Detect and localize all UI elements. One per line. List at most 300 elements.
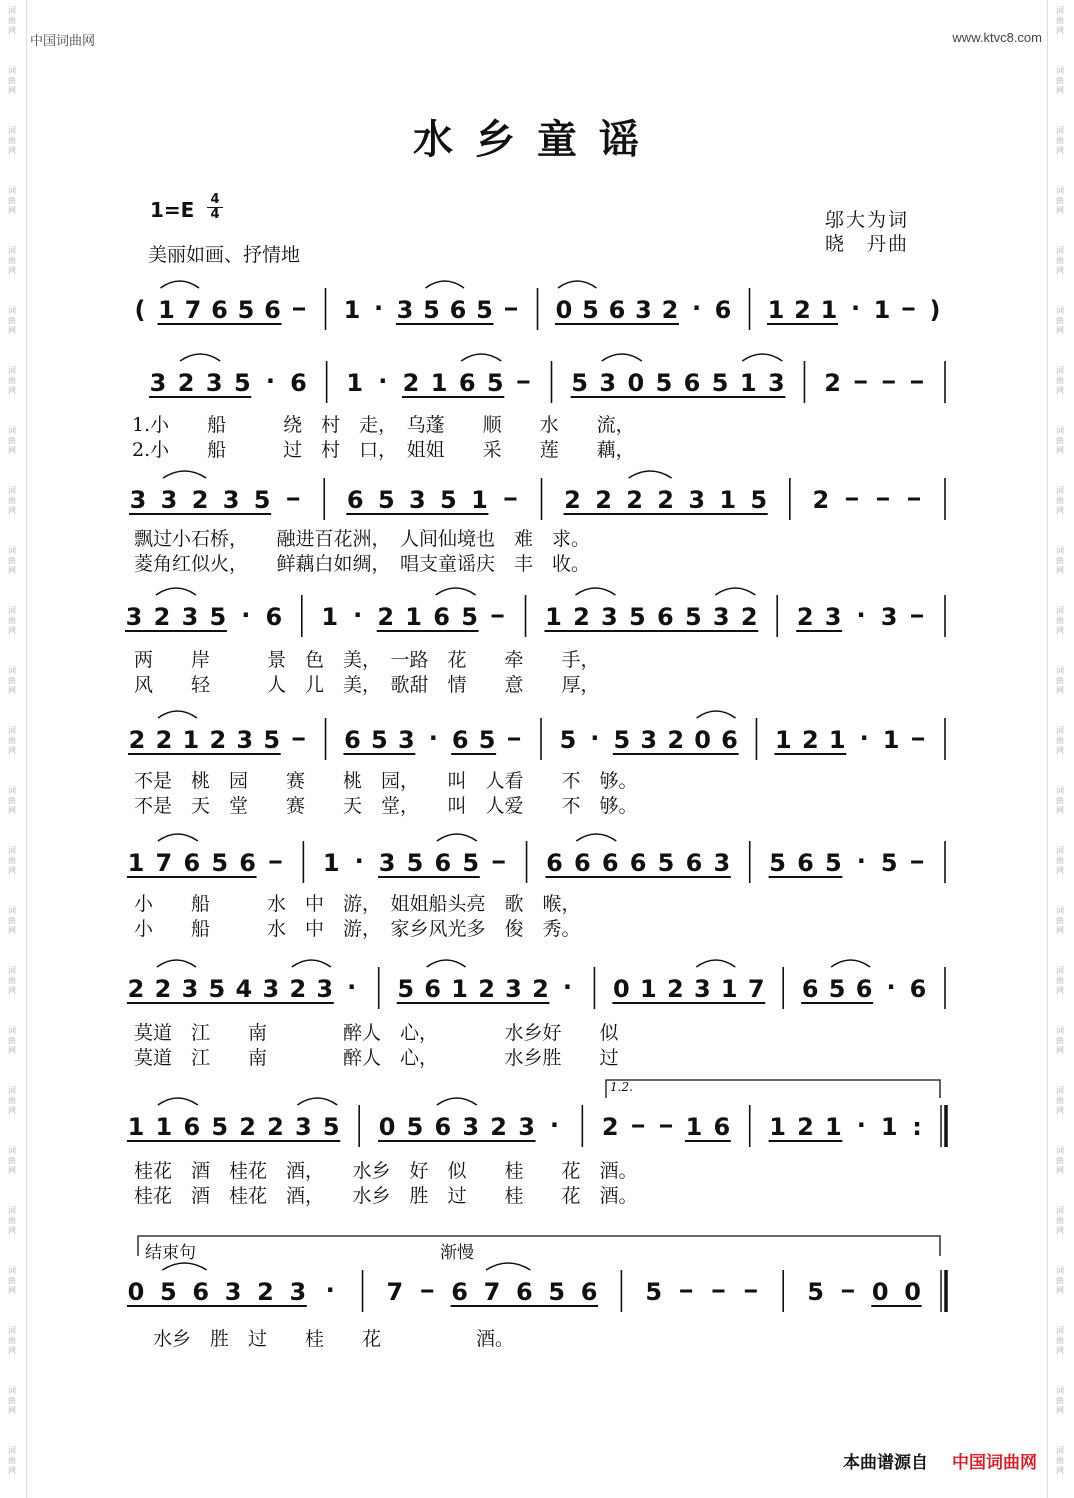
side-watermark-text: 词 曲 网 — [1056, 1326, 1064, 1355]
jianpu-note: 5 — [371, 726, 388, 754]
jianpu-note: 5 — [629, 603, 646, 631]
jianpu-note: 5 — [476, 296, 493, 324]
slur-arc — [742, 354, 782, 361]
jianpu-note: 1 — [873, 296, 891, 324]
slur-arc — [157, 960, 196, 967]
lyric-line-verse-1: 水乡 胜 过 桂 花 酒。 — [134, 1328, 515, 1350]
side-watermark-text: 词 曲 网 — [8, 1086, 16, 1115]
jianpu-note: 1 — [451, 975, 468, 1003]
jianpu-note: 6 — [797, 849, 814, 877]
slur-arc — [629, 471, 672, 478]
jianpu-note: 2 — [209, 726, 227, 754]
jianpu-note: 3 — [599, 369, 617, 397]
jianpu-note: 5 — [440, 486, 457, 514]
jianpu-note: 3 — [181, 975, 199, 1003]
jianpu-note: 3 — [149, 369, 167, 397]
jianpu-note: 2 — [532, 975, 549, 1003]
jianpu-note: 1 — [158, 296, 175, 324]
augmentation-dot: · — [850, 294, 861, 322]
jianpu-note: 2 — [154, 975, 172, 1003]
side-watermark-text: 词 曲 网 — [1056, 1026, 1064, 1055]
side-watermark-text: 词 曲 网 — [8, 1146, 16, 1175]
side-watermark-text: 词 曲 网 — [1056, 906, 1064, 935]
side-watermark-text: 词 曲 网 — [1056, 486, 1064, 515]
jianpu-note: 5 — [825, 849, 842, 877]
jianpu-note: 3 — [262, 975, 280, 1003]
jianpu-note: 1 — [127, 1113, 145, 1141]
jianpu-note: 2 — [661, 296, 679, 324]
jianpu-note: 5 — [462, 849, 480, 877]
slur-arc — [461, 354, 501, 361]
slur-arc — [831, 960, 870, 967]
jianpu-note: 1 — [430, 369, 448, 397]
jianpu-note: 3 — [640, 726, 658, 754]
ritardando-label: 渐慢 — [440, 1243, 474, 1263]
side-watermark-text: 词 曲 网 — [8, 1446, 16, 1475]
side-watermark-text: 词 曲 网 — [1056, 546, 1064, 575]
jianpu-note: 6 — [656, 603, 674, 631]
augmentation-dot: · — [562, 973, 573, 1001]
jianpu-note: 2 — [626, 486, 643, 514]
augmentation-dot: · — [265, 367, 275, 395]
jianpu-note: 6 — [713, 1113, 731, 1141]
slur-arc — [715, 588, 755, 595]
jianpu-note: 5 — [406, 849, 424, 877]
jianpu-note: 7 — [184, 296, 202, 324]
jianpu-note: 6 — [458, 369, 476, 397]
slur-arc — [292, 960, 331, 967]
jianpu-note: 5 — [684, 603, 702, 631]
jianpu-note: 1 — [739, 369, 757, 397]
lyric-line-verse-1: 飘过小石桥， 融进百花洲， 人间仙境也 难 求。 — [134, 528, 591, 550]
jianpu-note: 2 — [191, 486, 209, 514]
augmentation-dot: · — [549, 1111, 560, 1139]
lyric-line-verse-1: 不是 桃 园 赛 桃 园， 叫 人看 不 够。 — [134, 770, 638, 792]
jianpu-note: 6 — [546, 849, 563, 877]
jianpu-note: 6 — [683, 369, 701, 397]
jianpu-note: 7 — [386, 1278, 404, 1306]
jianpu-note: 6 — [451, 1278, 468, 1306]
jianpu-note: 0 — [627, 369, 645, 397]
header-site-name: 中国词曲网 — [30, 33, 96, 48]
augmentation-dot: · — [856, 1111, 866, 1139]
jianpu-note: 1 — [471, 486, 488, 514]
jianpu-note: 5 — [807, 1278, 824, 1306]
jianpu-note: 1 — [346, 369, 364, 397]
lyric-line-verse-2: 2.小 船 过 村 口， 姐姐 采 莲 藕， — [132, 439, 635, 461]
jianpu-note: 3 — [688, 486, 706, 514]
jianpu-note: 5 — [397, 975, 415, 1003]
header-url: www.ktvc8.com — [952, 30, 1042, 45]
side-watermark-text: 词 曲 网 — [8, 366, 16, 395]
side-watermark-text: 词 曲 网 — [8, 1386, 16, 1415]
jianpu-note: : — [912, 1113, 922, 1141]
ending-bracket — [138, 1236, 940, 1256]
jianpu-note: 3 — [880, 603, 898, 631]
augmentation-dot: · — [241, 601, 251, 629]
jianpu-note: 1 — [775, 726, 792, 754]
jianpu-note: 3 — [712, 603, 730, 631]
side-watermark-text: 词 曲 网 — [1056, 306, 1064, 335]
jianpu-note: 2 — [564, 486, 581, 514]
jianpu-note: 2 — [478, 975, 495, 1003]
jianpu-note: 2 — [801, 726, 819, 754]
slur-arc — [163, 471, 206, 478]
side-watermark-text: 词 曲 网 — [1056, 786, 1064, 815]
augmentation-dot: · — [691, 294, 702, 322]
side-watermark-text: 词 曲 网 — [1056, 66, 1064, 95]
side-watermark-text: 词 曲 网 — [8, 6, 16, 35]
jianpu-note: 6 — [211, 296, 228, 324]
augmentation-dot: · — [354, 847, 364, 875]
jianpu-note: 1 — [155, 1113, 173, 1141]
jianpu-note: 1 — [769, 1113, 786, 1141]
augmentation-dot: · — [378, 367, 388, 395]
jianpu-note: 6 — [714, 296, 732, 324]
slur-arc — [158, 1098, 198, 1105]
jianpu-note: 3 — [601, 603, 618, 631]
slur-arc — [427, 960, 466, 967]
jianpu-note: 2 — [797, 1113, 814, 1141]
jianpu-note: 1 — [343, 296, 361, 324]
jianpu-note: 3 — [222, 486, 240, 514]
jianpu-note: 3 — [518, 1113, 535, 1141]
jianpu-note: 3 — [396, 296, 414, 324]
lyric-line-verse-2: 莫道 江 南 醉人 心， 水乡胜 过 — [134, 1047, 619, 1069]
jianpu-note: 6 — [515, 1278, 533, 1306]
jianpu-note: 5 — [548, 1278, 566, 1306]
jianpu-note: 0 — [127, 1278, 145, 1306]
slur-arc — [437, 1098, 477, 1105]
jianpu-note: 2 — [177, 369, 195, 397]
jianpu-note: 2 — [490, 1113, 508, 1141]
volta-bracket — [606, 1080, 940, 1098]
jianpu-note: ) — [929, 296, 941, 324]
volta-label: 1.2. — [610, 1080, 633, 1094]
slur-arc — [696, 960, 735, 967]
jianpu-note: 5 — [233, 369, 251, 397]
lyric-line-verse-2: 风 轻 人 儿 美， 歌甜 情 意 厚， — [134, 674, 600, 696]
slur-arc — [158, 834, 198, 841]
jianpu-note: 6 — [434, 1113, 452, 1141]
jianpu-note: 1 — [127, 849, 145, 877]
jianpu-note: 3 — [378, 849, 396, 877]
side-watermark-text: 词 曲 网 — [1056, 846, 1064, 875]
augmentation-dot: · — [347, 973, 357, 1001]
footer-brand-link[interactable]: 中国词曲网 — [952, 1453, 1037, 1473]
ending-label: 结束句 — [145, 1243, 196, 1263]
jianpu-note: 2 — [239, 1113, 256, 1141]
jianpu-note: 6 — [424, 975, 441, 1003]
jianpu-note: 3 — [129, 486, 147, 514]
jianpu-note: 6 — [192, 1278, 210, 1306]
side-watermark-text: 词 曲 网 — [1056, 1386, 1064, 1415]
jianpu-note: 5 — [406, 1113, 424, 1141]
jianpu-note: 5 — [209, 603, 227, 631]
slur-arc — [486, 1263, 530, 1270]
jianpu-note: 1 — [321, 603, 339, 631]
lyric-line-verse-1: 小 船 水 中 游， 姐姐船头亮 歌 喉， — [134, 893, 581, 915]
side-watermark-text: 词 曲 网 — [1056, 6, 1064, 35]
jianpu-note: 0 — [555, 296, 573, 324]
jianpu-note: 2 — [377, 603, 395, 631]
jianpu-note: 5 — [253, 486, 271, 514]
side-watermark-text: 词 曲 网 — [8, 906, 16, 935]
jianpu-note: 2 — [796, 603, 814, 631]
jianpu-note: 3 — [224, 1278, 242, 1306]
side-watermark-text: 词 曲 网 — [8, 786, 16, 815]
jianpu-note: 0 — [871, 1278, 889, 1306]
jianpu-note: 6 — [601, 849, 619, 877]
side-watermark-text: 词 曲 网 — [8, 126, 16, 155]
jianpu-note: 2 — [402, 369, 420, 397]
composer-credit: 晓 丹曲 — [825, 233, 910, 255]
jianpu-note: 3 — [693, 975, 711, 1003]
side-watermark-text: 词 曲 网 — [8, 966, 16, 995]
jianpu-note: 2 — [128, 726, 146, 754]
jianpu-note: 5 — [377, 486, 395, 514]
song-title: 水乡童谣 — [413, 116, 661, 163]
jianpu-note: 0 — [613, 975, 630, 1003]
augmentation-dot: · — [886, 973, 896, 1001]
augmentation-dot: · — [856, 847, 866, 875]
lyric-line-verse-2: 不是 天 堂 赛 天 堂， 叫 人爱 不 够。 — [134, 795, 638, 817]
lyric-line-verse-2: 菱角红似火， 鲜藕白如绸， 唱支童谣庆 丰 收。 — [134, 553, 591, 575]
side-watermark-text: 词 曲 网 — [8, 426, 16, 455]
jianpu-note: 2 — [573, 603, 590, 631]
tempo-marking: 美丽如画、抒情地 — [148, 244, 301, 266]
side-watermark-text: 词 曲 网 — [1056, 1086, 1064, 1115]
side-watermark-text: 词 曲 网 — [8, 186, 16, 215]
jianpu-note: 4 — [235, 975, 253, 1003]
jianpu-note: 0 — [378, 1113, 396, 1141]
jianpu-note: 2 — [257, 1278, 274, 1306]
jianpu-note: 2 — [794, 296, 811, 324]
jianpu-note: 6 — [573, 849, 591, 877]
slur-arc — [180, 354, 220, 361]
jianpu-note: 5 — [322, 1113, 340, 1141]
slur-arc — [156, 588, 196, 595]
side-watermark-text: 词 曲 网 — [1056, 126, 1064, 155]
jianpu-note: 3 — [289, 1278, 307, 1306]
jianpu-note: 1 — [719, 486, 737, 514]
jianpu-note: 2 — [289, 975, 307, 1003]
jianpu-note: 5 — [880, 849, 898, 877]
jianpu-note: 6 — [434, 849, 452, 877]
jianpu-note: 2 — [601, 1113, 619, 1141]
time-signature-bottom: 4 — [207, 207, 223, 222]
side-watermark-text: 词 曲 网 — [1056, 1446, 1064, 1475]
jianpu-note: 6 — [721, 726, 738, 754]
jianpu-note: 7 — [747, 975, 765, 1003]
augmentation-dot: · — [428, 724, 438, 752]
side-watermark-text: 词 曲 网 — [8, 606, 16, 635]
jianpu-note: 1 — [685, 1113, 703, 1141]
augmentation-dot: · — [325, 1276, 335, 1304]
side-watermark-text: 词 曲 网 — [8, 306, 16, 335]
jianpu-note: 2 — [666, 975, 684, 1003]
jianpu-note: 0 — [904, 1278, 921, 1306]
jianpu-note: 3 — [160, 486, 178, 514]
time-signature-top: 4 — [210, 192, 220, 207]
side-watermark-text: 词 曲 网 — [8, 1326, 16, 1355]
augmentation-dot: · — [373, 294, 384, 322]
jianpu-note: 5 — [559, 726, 577, 754]
slur-arc — [297, 1098, 337, 1105]
jianpu-note: 2 — [667, 726, 685, 754]
jianpu-note: ( — [134, 296, 146, 324]
side-watermark-text: 词 曲 网 — [1056, 966, 1064, 995]
jianpu-note: 5 — [237, 296, 255, 324]
side-watermark-text: 词 曲 网 — [8, 1206, 16, 1235]
side-watermark-text: 词 曲 网 — [1056, 186, 1064, 215]
jianpu-note: 1 — [545, 603, 562, 631]
side-watermark-text: 词 曲 网 — [8, 1266, 16, 1295]
jianpu-note: 5 — [613, 726, 631, 754]
jianpu-note: 6 — [183, 1113, 201, 1141]
jianpu-note: 6 — [239, 849, 256, 877]
jianpu-note: 6 — [909, 975, 927, 1003]
slur-arc — [697, 711, 736, 718]
jianpu-note: 5 — [211, 1113, 229, 1141]
jianpu-note: 5 — [571, 369, 588, 397]
jianpu-note: 5 — [423, 296, 440, 324]
jianpu-note: 2 — [740, 603, 758, 631]
slur-arc — [602, 354, 642, 361]
jianpu-note: 2 — [153, 603, 171, 631]
jianpu-note: 5 — [160, 1278, 177, 1306]
jianpu-note: 1 — [828, 726, 846, 754]
jianpu-note: 3 — [125, 603, 143, 631]
jianpu-note: 1 — [825, 1113, 842, 1141]
side-watermark-text: 词 曲 网 — [1056, 246, 1064, 275]
augmentation-dot: · — [590, 724, 600, 752]
jianpu-note: 5 — [478, 726, 496, 754]
jianpu-note: 1 — [880, 1113, 898, 1141]
side-watermark-text: 词 曲 网 — [8, 486, 16, 515]
lyric-line-verse-1: 两 岸 景 色 美， 一路 花 牵 手， — [134, 649, 600, 671]
side-watermark-text: 词 曲 网 — [1056, 426, 1064, 455]
side-watermark-text: 词 曲 网 — [1056, 666, 1064, 695]
jianpu-note: 1 — [322, 849, 340, 877]
jianpu-note: 1 — [182, 726, 200, 754]
jianpu-note: 3 — [205, 369, 223, 397]
slur-arc — [162, 1263, 206, 1270]
jianpu-note: 5 — [208, 975, 226, 1003]
jianpu-note: 6 — [580, 1278, 598, 1306]
jianpu-note: 2 — [824, 369, 841, 397]
jianpu-note: 1 — [640, 975, 657, 1003]
side-watermark-text: 词 曲 网 — [1056, 1206, 1064, 1235]
jianpu-note: 6 — [608, 296, 626, 324]
jianpu-note: 5 — [828, 975, 846, 1003]
lyric-line-verse-1: 桂花 酒 桂花 酒， 水乡 好 似 桂 花 酒。 — [134, 1160, 638, 1182]
slur-arc — [437, 834, 477, 841]
slur-arc — [161, 281, 200, 288]
jianpu-note: 6 — [344, 726, 361, 754]
jianpu-note: 3 — [505, 975, 522, 1003]
jianpu-note: 6 — [265, 603, 283, 631]
jianpu-note: 5 — [582, 296, 599, 324]
jianpu-note: 3 — [713, 849, 731, 877]
augmentation-dot: · — [353, 601, 363, 629]
jianpu-note: 7 — [155, 849, 173, 877]
jianpu-note: 6 — [685, 849, 703, 877]
jianpu-note: 3 — [236, 726, 254, 754]
augmentation-dot: · — [856, 601, 866, 629]
slur-arc — [158, 711, 197, 718]
jianpu-note: 3 — [462, 1113, 480, 1141]
side-watermark-text: 词 曲 网 — [1056, 1266, 1064, 1295]
side-watermark-text: 词 曲 网 — [8, 666, 16, 695]
footer-source-label: 本曲谱源自 — [843, 1453, 928, 1473]
jianpu-note: 6 — [629, 849, 647, 877]
jianpu-note: 5 — [211, 849, 229, 877]
side-watermark-text: 词 曲 网 — [1056, 726, 1064, 755]
jianpu-note: 1 — [405, 603, 423, 631]
slur-arc — [575, 588, 615, 595]
jianpu-note: 2 — [657, 486, 675, 514]
jianpu-note: 2 — [127, 975, 145, 1003]
side-watermark-text: 词 曲 网 — [1056, 366, 1064, 395]
jianpu-note: 1 — [767, 296, 785, 324]
jianpu-note: 5 — [750, 486, 768, 514]
jianpu-note: 6 — [264, 296, 281, 324]
jianpu-note: 3 — [397, 726, 415, 754]
slur-arc — [576, 834, 616, 841]
jianpu-note: 1 — [820, 296, 838, 324]
jianpu-note: 2 — [267, 1113, 284, 1141]
side-watermark-text: 词 曲 网 — [8, 1026, 16, 1055]
jianpu-note: 6 — [183, 849, 201, 877]
side-watermark-text: 词 曲 网 — [8, 246, 16, 275]
side-watermark-text: 词 曲 网 — [1056, 606, 1064, 635]
jianpu-note: 6 — [449, 296, 467, 324]
jianpu-note: 6 — [290, 369, 307, 397]
lyric-line-verse-1: 莫道 江 南 醉人 心， 水乡好 似 — [134, 1022, 619, 1044]
jianpu-note: 2 — [595, 486, 612, 514]
jianpu-note: 5 — [486, 369, 504, 397]
side-watermark-text: 词 曲 网 — [1056, 1146, 1064, 1175]
jianpu-note: 3 — [181, 603, 199, 631]
side-watermark-text: 词 曲 网 — [8, 546, 16, 575]
jianpu-note: 5 — [645, 1278, 663, 1306]
jianpu-note: 5 — [263, 726, 281, 754]
lyric-line-verse-2: 小 船 水 中 游， 家乡风光多 俊 秀。 — [134, 918, 581, 940]
jianpu-note: 6 — [855, 975, 873, 1003]
jianpu-note: 1 — [720, 975, 738, 1003]
jianpu-note: 6 — [346, 486, 364, 514]
jianpu-note: 3 — [316, 975, 334, 1003]
jianpu-note: 5 — [461, 603, 478, 631]
jianpu-note: 1 — [882, 726, 900, 754]
jianpu-note: 5 — [657, 849, 675, 877]
jianpu-note: 5 — [711, 369, 729, 397]
augmentation-dot: · — [859, 724, 869, 752]
jianpu-note: 2 — [155, 726, 173, 754]
jianpu-note: 6 — [433, 603, 450, 631]
lyric-line-verse-1: 1.小 船 绕 村 走， 乌蓬 顺 水 流， — [132, 414, 635, 436]
jianpu-note: 3 — [408, 486, 426, 514]
slur-arc — [426, 281, 465, 288]
side-watermark-text: 词 曲 网 — [8, 726, 16, 755]
lyric-line-verse-2: 桂花 酒 桂花 酒， 水乡 胜 过 桂 花 酒。 — [134, 1185, 638, 1207]
jianpu-note: 3 — [768, 369, 785, 397]
jianpu-note: 3 — [635, 296, 652, 324]
jianpu-note: 3 — [295, 1113, 312, 1141]
jianpu-note: 5 — [769, 849, 786, 877]
slur-arc — [436, 588, 476, 595]
